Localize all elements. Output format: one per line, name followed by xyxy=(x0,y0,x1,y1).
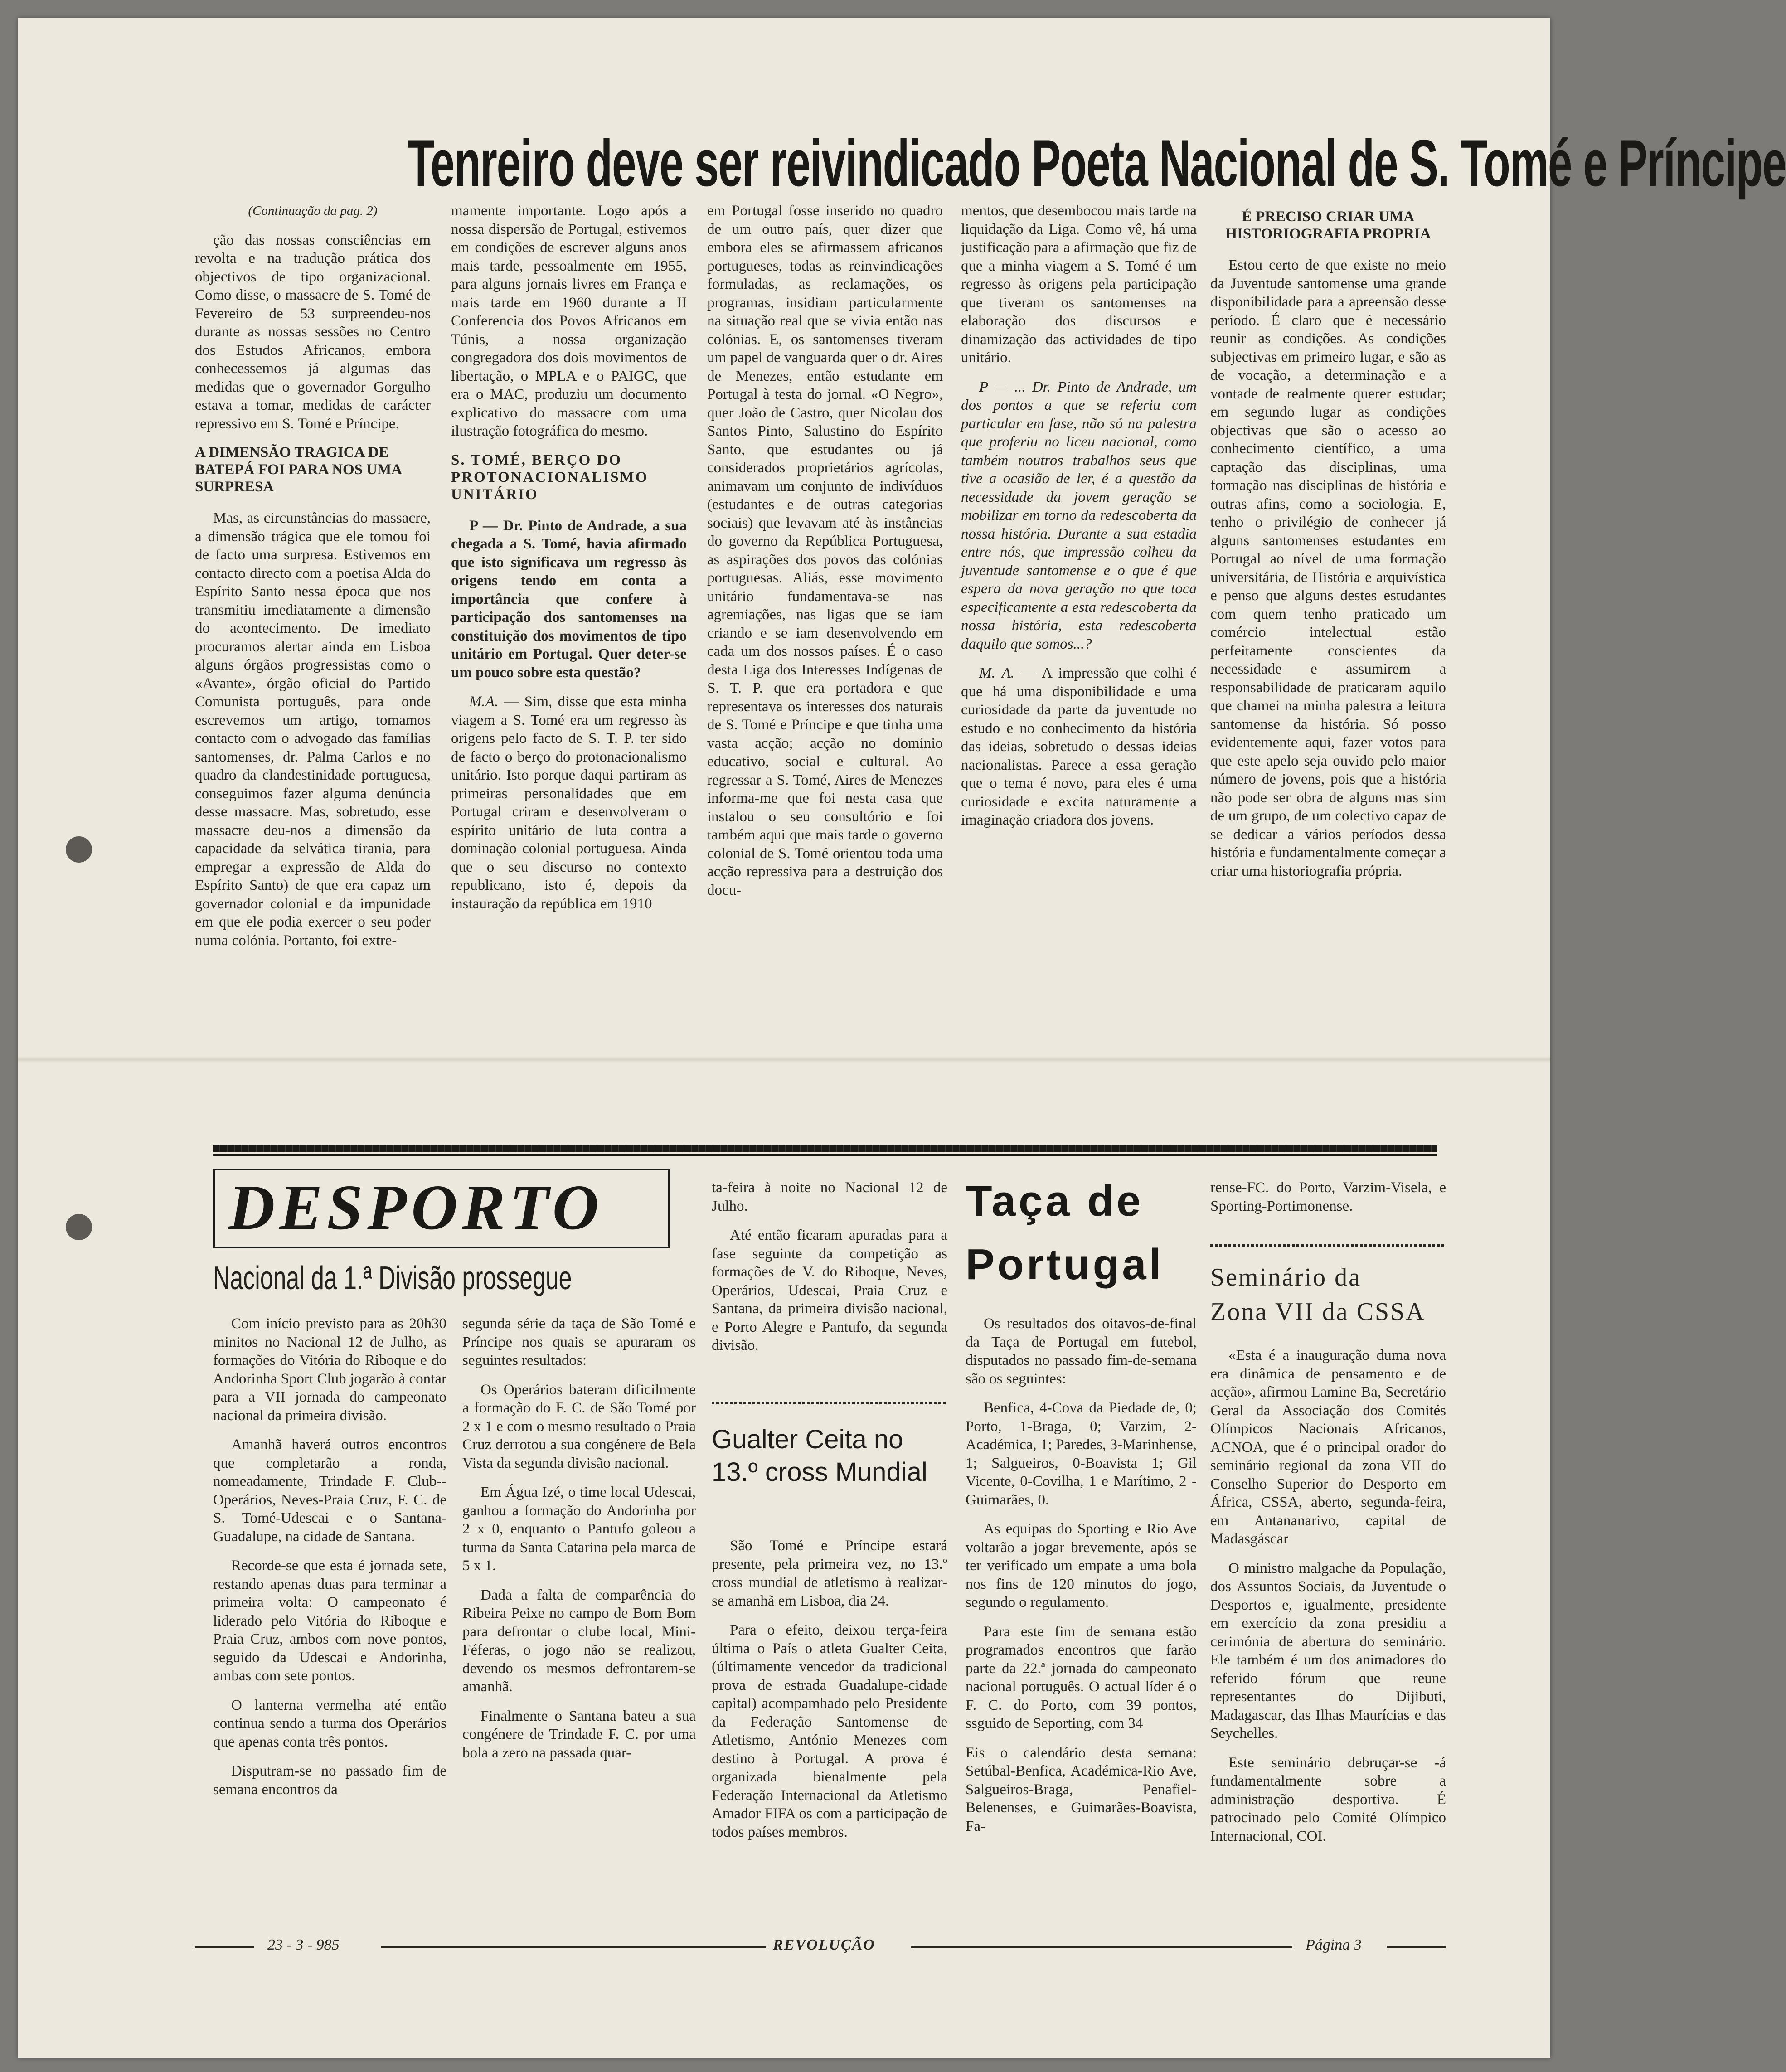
article-paragraph: Estou certo de que existe no meio da Juventude santomense uma grande disponibilidade para a apreensão desse período. É claro que é necessário reunir as condições. As condições subjectivas em primeiro lugar, e são as de vocação, a determinação e a vontade de realmente querer estudar; em segundo lugar as condições objectivas que são o acesso ao conhecimento científico, a uma captação das disciplinas, uma formação nas disciplinas de história e outras afins, como a sociologia. E, tenho o privilégio de conhecer já alguns santomenses estudantes em Portugal ao nível de uma formação universitária, de História e arquivística e penso que alguns destes estudantes com quem tenho praticado um comércio intelectual estão perfeitamente conscientes da necessidade e assumirem a responsabilidade de praticaram aquilo que chamei na minha palestra a leitura santomense da história. Só posso evidentemente aqui, fazer votos para que este apelo seja ouvido pelo maior número de jovens, pois que a história não pode ser obra de alguns mas sim de um grupo, de um colectivo capaz de se dedicar a vários períodos dessa história e fundamentalmente começar a criar uma historiografia própria. xyxy=(1210,257,1446,879)
sport-paragraph: Amanhã haverá outros encontros que completarão a ronda, nomeadamente, Trindade F. Club--Operários, Neves-Praia Cruz, F. C. de S. Tomé-Udescai e o Santana-Guadalupe, na cidade de Santana. xyxy=(213,1436,446,1545)
sport-paragraph: Benfica, 4-Cova da Piedade de, 0; Porto, 1-Braga, 0; Varzim, 2-Académica, 1; Paredes, 3-Marinhense, 1; Salgueiros, 0-Boavista 1; Gil Vicente, 0-Covilha, 1 e Marítimo, 2 -Guimarães, 0. xyxy=(966,1400,1197,1508)
footer-rule xyxy=(1387,1946,1446,1948)
speaker-initials: M. A. xyxy=(979,665,1015,681)
seminario-heading-line2: Zona VII da CSSA xyxy=(1210,1298,1426,1326)
footer-date: 23 - 3 - 985 xyxy=(267,1936,340,1953)
sport-paragraph: O lanterna vermelha até então continua sendo a turma dos Operários que apenas conta três pontos. xyxy=(213,1697,446,1750)
page-headline: Tenreiro deve ser reivindicado Poeta Nacional de S. Tomé e Príncipe xyxy=(408,126,1786,200)
sport-paragraph: O ministro malgache da População, dos Assuntos Sociais, da Juventude o Desportos e, igualmente, presidente em exercício da zona presidiu a cerimónia de abertura do seminário. Ele também é um dos animadores do referido fórum que reune representantes do Dijibuti, Madagascar, das Ilhas Maurícias e das Seychelles. xyxy=(1210,1560,1446,1742)
sport-paragraph: Para este fim de semana estão programados encontros que farão parte da 22.ª jornada do campeonato nacional português. O actual líder é o F. C. do Porto, com 39 pontos, ssguido de Seporting, com 34 xyxy=(966,1623,1197,1732)
sport-paragraph: Com início previsto para as 20h30 minitos no Nacional 12 de Julho, as formações do Vitória do Riboque e do Andorinha Sport Club jogarão à contar para a VII jornada do campeonato nacional da primeira divisão. xyxy=(213,1315,446,1424)
article-column-5 xyxy=(1210,202,1446,1135)
sport-paragraph: «Esta é a inauguração duma nova era dinâmica de pensamento e de acção», afirmou Lamine Ba, Secretário Geral da Associação dos Comités Olímpicos Nacionais Africanos, ACNOA, que é o principal orador do seminário regional da zona VII do Conselho Superior do Desporto em África, CSSA, aberto, segunda-feira, em Antananarivo, capital de Madasgáscar xyxy=(1210,1347,1446,1547)
sport-paragraph: rense-FC. do Porto, Varzim-Visela, e Sporting-Portimonense. xyxy=(1210,1179,1446,1214)
sport-paragraph: Em Água Izé, o time local Udescai, ganhou a formação do Andorinha por 2 x 0, enquanto o Pantufo goleou a turma da Santa Catarina pela marca de 5 x 1. xyxy=(462,1484,696,1574)
footer-rule xyxy=(381,1946,766,1948)
interview-answer xyxy=(451,693,687,913)
article-paragraph: ção das nossas consciências em revolta e na tradução prática dos objectivos de tipo organizacional. Como disse, o massacre de S. Tomé de Fevereiro de 53 surpreendeu-nos durante as nossas sessões no Centro dos Estudos Africanos, embora conhecessemos já algumas das medidas que o governador Gorgulho estava a tomar, medidas de carácter repressivo em S. Tomé e Príncipe. xyxy=(195,232,431,432)
nacional-heading: Nacional da 1.ª Divisão prossegue xyxy=(213,1260,572,1296)
article-paragraph: mentos, que desembocou mais tarde na liquidação da Liga. Como vê, há uma justificação para a afirmação que fiz de que a minha viagem a S. Tomé é um regresso às origens pela participação que tiveram os santomenses na elaboração dos discursos e dinamização das actividades de tipo unitário. xyxy=(961,203,1197,366)
sport-paragraph: Até então ficaram apuradas para a fase seguinte da competição as formações de V. do Riboque, Neves, Operários, Udescai, Praia Cruz e Santana, da primeira divisão nacional, e Porto Alegre e Pantufo, da segunda divisão. xyxy=(712,1227,947,1354)
nacional-column-3 xyxy=(712,1179,947,1387)
sport-paragraph: As equipas do Sporting e Rio Ave voltarão a jogar brevemente, após se ter verificado um empate a uma bola nos fins de 120 minutos do jogo, segundo o regulamento. xyxy=(966,1521,1197,1611)
speaker-initials: M.A. xyxy=(469,694,499,710)
section-title: DESPORTO xyxy=(228,1171,603,1243)
dotted-divider xyxy=(1210,1244,1446,1247)
footer-rule xyxy=(195,1946,254,1948)
answer-text: — Sim, disse que esta minha viagem a S. Tomé era um regresso às origens pelo facto de S. T. P. ter sido de facto o berço do protonacionalismo unitário. Isto porque daqui partiram as primeiras personalidades que em Portugal criram e desenvolveram o espírito unitário de luta contra a dominação colonial portuguesa. Ainda que o seu discurso no contexto republicano, isto é, depois da instauração da república em 1910 xyxy=(451,694,687,912)
sport-paragraph: Os Operários bateram dificilmente a formação do F. C. de São Tomé por 2 x 1 e com o mesmo resultado o Praia Cruz derrotou a sua congénere de Bela Vista da segunda divisão nacional. xyxy=(462,1381,696,1471)
punch-hole xyxy=(66,836,92,863)
taca-heading xyxy=(966,1169,1219,1296)
sport-paragraph: São Tomé e Príncipe estará presente, pela primeira vez, no 13.º cross mundial de atletismo à realizar-se amanhã em Lisboa, dia 24. xyxy=(712,1538,947,1609)
subheading: É PRECISO CRIAR UMA HISTORIOGRAFIA PROPRIA xyxy=(1225,209,1431,242)
footer-paper-name: REVOLUÇÃO xyxy=(773,1936,875,1953)
seminario-column xyxy=(1210,1346,1446,1922)
interview-question: P — ... Dr. Pinto de Andrade, um dos pontos a que se referiu com particular em fase, não só na palestra que proferiu no liceu nacional, como também noutros trabalhos seus que tive a ocasião de ler, é a questão da necessidade da jovem geração se mobilizar em torno da redescoberta da nossa história. Durante a sua estadia entre nós, que impressão colheu da juventude santomense e o que é que espera da nova geração no que toca especificamente a esta redescoberta da nossa história, esta redescoberta daquilo que somos...? xyxy=(961,378,1197,652)
continuation-note: (Continuação da pag. 2) xyxy=(248,204,378,218)
sport-paragraph: ta-feira à noite no Nacional 12 de Julho. xyxy=(712,1179,947,1214)
sport-paragraph: Recorde-se que esta é jornada sete, restando apenas duas para terminar a primeira volta: O campeonato é liderado pelo Vitória do Riboque e Praia Cruz, ambos com nove pontos, seguido da Udescai e Andorinha, ambas com sete pontos. xyxy=(213,1558,446,1684)
taca-column xyxy=(966,1315,1197,1922)
gualter-heading: Gualter Ceita no 13.º cross Mundial xyxy=(712,1425,927,1487)
sport-paragraph: Disputram-se no passado fim de semana encontros da xyxy=(213,1763,446,1798)
seminario-heading xyxy=(1210,1260,1451,1329)
newspaper-page xyxy=(18,18,1786,2058)
gualter-column xyxy=(712,1537,947,1922)
section-divider-thin xyxy=(213,1154,1437,1156)
sport-paragraph: Dada a falta de comparência do Ribeira Peixe no campo de Bom Bom para defrontar o clube local, Mini-Féferas, o jogo não se realizou, devendo os mesmos defrontarem-se amanhã. xyxy=(462,1587,696,1695)
article-paragraph: Mas, as circunstâncias do massacre, a dimensão trágica que ele tomou foi de facto uma surpresa. Estivemos em contacto directo com a poetisa Alda do Espírito Santo nessa época que nos transmitiu imediatamente a dimensão do acontecimento. De imediato procuramos alertar ainda em Lisboa alguns órgãos progressistas como o «Avante», órgão oficial do Partido Comunista português, para onde escrevemos um artigo, tomamos contacto com o advogado das famílias santomenses, dr. Palma Carlos e no quadro da clandestinidade portuguesa, conseguimos fazer alguma denúncia desse massacre. Mas, sobretudo, esse massacre deu-nos a dimensão da capacidade da selvática tirania, para empregar a expressão de Alda do Espírito Santo) de que era capaz um governador colonial e da impunidade em que ele podia exercer o seu poder numa colónia. Portanto, foi extre- xyxy=(195,510,431,949)
article-column-1 xyxy=(195,202,431,1135)
article-column-2 xyxy=(451,202,687,1135)
subheading: A DIMENSÃO TRAGICA DE BATEPÁ FOI PARA NOS UMA SURPRESA xyxy=(195,444,402,495)
nacional-column-2 xyxy=(462,1315,696,1922)
sport-paragraph: Eis o calendário desta semana: Setúbal-Benfica, Académica-Rio Ave, Salgueiros-Braga, Penafiel-Belenenses, e Guimarães-Boavista, Fa- xyxy=(966,1744,1197,1834)
taca-heading-line1: Taça de xyxy=(966,1177,1144,1225)
taca-heading-line2: Portugal xyxy=(966,1240,1164,1289)
seminario-heading-line1: Seminário da xyxy=(1210,1263,1362,1291)
subheading: S. TOMÉ, BERÇO DO PROTONACIONALISMO UNITÁRIO xyxy=(451,451,649,503)
interview-answer xyxy=(961,664,1197,830)
sport-paragraph: Finalmente o Santana bateu a sua congénere de Trindade F. C. por uma bola a zero na passada quar- xyxy=(462,1708,696,1761)
interview-question: P — Dr. Pinto de Andrade, a sua chegada a S. Tomé, havia afirmado que isto significava um regresso às origens tendo em conta a importância que confere à participação dos santomenses na constituição dos movimentos de tipo unitário em Portugal. Quer deter-se um pouco sobre esta questão? xyxy=(451,517,687,681)
footer-rule xyxy=(911,1946,1292,1948)
nacional-column-1 xyxy=(213,1315,446,1922)
footer-page-number: Página 3 xyxy=(1306,1936,1362,1953)
dotted-divider xyxy=(712,1402,947,1404)
answer-text: — A impressão que colhi é que há uma disponibilidade e uma curiosidade da parte da juventude no estudo e no conhecimento da história das ideias, sobretudo o dessas ideias nacionalistas. Parece a essa geração que o tema é novo, para eles é uma curiosidade e excita naturamente a imaginação criadora dos jovens. xyxy=(961,665,1197,828)
section-title-box xyxy=(213,1169,670,1248)
article-column-4 xyxy=(961,202,1197,1135)
sport-paragraph: Este seminário debruçar-se -á fundamentalmente sobre a administração desportiva. É patrocinado pelo Comité Olímpico Internacional, COI. xyxy=(1210,1754,1446,1844)
sport-paragraph: Para o efeito, deixou terça-feira última o País o atleta Gualter Ceita, (últimamente vencedor da tradicional prova de estrada Guadalupe-cidade capital) acompamhado pelo Presidente da Federação Santomense de Atletismo, António Menezes com destino à Portugal. A prova é organizada bienalmente pela Federação Internacional da Atletismo Amador FIFA os com a participação de todos países membros. xyxy=(712,1622,947,1840)
article-paragraph: em Portugal fosse inserido no quadro de um outro país, quer dizer que embora eles se afirmassem africanos portugueses, todas as reinvindicações formuladas, as reclamações, os programas, insidiam particularmente na situação real que se vivia então nas colónias. E, os santomenses tiveram um papel de vanguarda quer o dr. Aires de Menezes, então estudante em Portugal à testa do jornal. «O Negro», quer João de Castro, quer Nicolau dos Santos Pinto, Salustino do Espírito Santo, que estudantes ou já considerados proprietários agrícolas, animavam um conjunto de indivíduos (estudantes e de outras categorias sociais) que levavam até às instâncias do governo da República Portuguesa, as aspirações dos povos das colónias portuguesas. Aliás, esse movimento unitário fundamentava-se nas agremiações, nas ligas que se iam criando e se iam desenvolvendo em cada um dos nossos países. É o caso desta Liga dos Interesses Indígenas de S. T. P. que era portadora e que representava os interesses dos naturais de S. Tomé e Príncipe e que tinha uma vasta acção; acção no domínio educativo, social e cultural. Ao regressar a S. Tomé, Aires de Menezes informa-me que foi nesta casa que instalou o seu consultório e foi também aqui que mais tarde o governo colonial de S. Tomé orientou toda uma acção repressiva para a destruição dos docu- xyxy=(707,203,943,898)
punch-hole xyxy=(66,1214,92,1240)
sport-paragraph: segunda série da taça de São Tomé e Príncipe nos quais se apuraram os seguintes resultados: xyxy=(462,1315,696,1368)
section-divider xyxy=(213,1145,1437,1152)
article-column-3 xyxy=(707,202,943,1135)
article-paragraph: mamente importante. Logo após a nossa dispersão de Portugal, estivemos em condições de escrever alguns anos mais tarde, pessoalmente em 1955, para alguns jornais livres em França e mais tarde em 1960 durante a II Conferencia dos Povos Africanos em Túnis, a nossa organização congregadora dos dois movimentos de libertação, o MPLA e o PAIGC, que era o MAC, produziu um documento explicativo do massacre com uma ilustração fotográfica do mesmo. xyxy=(451,203,687,439)
sport-paragraph: Os resultados dos oitavos-de-final da Taça de Portugal em futebol, disputados no passado fim-de-semana são os seguintes: xyxy=(966,1315,1197,1387)
taca-continuation xyxy=(1210,1179,1446,1237)
